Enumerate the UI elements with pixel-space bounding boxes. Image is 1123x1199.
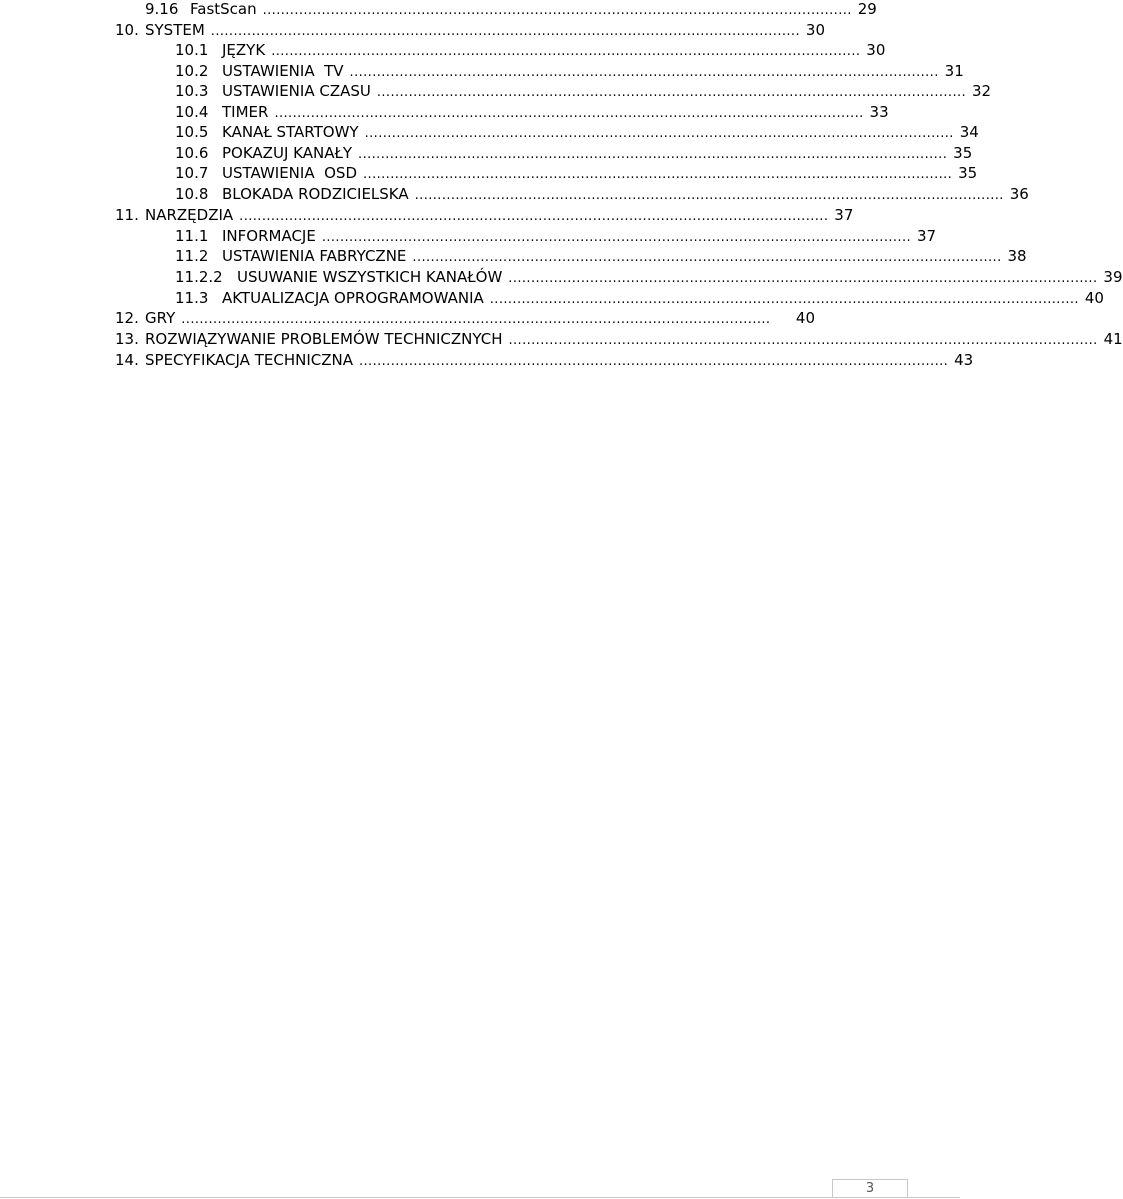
toc-entry-number: 10.1	[175, 41, 209, 59]
toc-entry-number: 10.7	[175, 164, 209, 182]
page-footer	[0, 1175, 960, 1199]
dot-leader: ..................................................................................................................................	[321, 230, 912, 245]
toc-entry-page: 40	[1084, 289, 1104, 307]
toc-entry-number: 11.1	[175, 227, 209, 245]
toc-entry-number: 11.	[115, 206, 139, 224]
toc-entry-number: 13.	[115, 330, 139, 348]
footer-rule	[0, 1197, 960, 1198]
toc-entry-11-2-2[interactable]	[175, 267, 1123, 287]
dot-leader: ..................................................................................................................................	[364, 126, 954, 141]
toc-entry-title: USTAWIENIA CZASU	[222, 82, 371, 100]
dot-leader: ..................................................................................................................................	[274, 106, 864, 121]
toc-entry-page: 41	[1103, 330, 1123, 348]
toc-entry-title: USTAWIENIA FABRYCZNE	[222, 247, 407, 265]
dot-leader: ..................................................................................................................................	[262, 3, 852, 18]
toc-entry-11[interactable]	[115, 205, 854, 225]
toc-entry-page: 40	[795, 309, 815, 327]
toc-entry-title: SPECYFIKACJA TECHNICZNA	[145, 351, 353, 369]
toc-entry-title: INFORMACJE	[222, 227, 316, 245]
dot-leader: ..................................................................................................................................	[210, 24, 800, 39]
toc-entry-10-3[interactable]	[175, 81, 992, 101]
toc-entry-number: 10.4	[175, 103, 209, 121]
dot-leader: ..................................................................................................................................	[358, 147, 948, 162]
toc-entry-number: 10.2	[175, 62, 209, 80]
dot-leader: ..................................................................................................................................	[239, 209, 829, 224]
toc-entry-page: 37	[834, 206, 854, 224]
toc-entry-14[interactable]	[115, 350, 974, 370]
toc-entry-title: SYSTEM	[145, 21, 205, 39]
dot-leader: ..................................................................................................................................	[358, 354, 949, 369]
toc-entry-page: 35	[953, 144, 973, 162]
toc-entry-page: 35	[958, 164, 978, 182]
toc-entry-title: ROZWIĄZYWANIE PROBLEMÓW TECHNICZNYCH	[145, 330, 503, 348]
toc-entry-page: 30	[866, 41, 886, 59]
toc-entry-12[interactable]	[115, 308, 815, 328]
toc-entry-number: 10.5	[175, 123, 209, 141]
toc-entry-page: 30	[805, 21, 825, 39]
dot-leader: ..................................................................................................................................	[181, 312, 771, 327]
dot-leader: ..................................................................................................................................	[363, 167, 953, 182]
toc-entry-page: 34	[959, 123, 979, 141]
toc-entry-title: POKAZUJ KANAŁY	[222, 144, 353, 162]
toc-entry-10-6[interactable]	[175, 143, 973, 163]
toc-entry-title: TIMER	[222, 103, 269, 121]
toc-entry-number: 11.3	[175, 289, 209, 307]
toc-entry-10[interactable]	[115, 20, 825, 40]
toc-entry-title: JĘZYK	[222, 41, 266, 59]
toc-entry-page: 36	[1009, 185, 1029, 203]
toc-entry-title: AKTUALIZACJA OPROGRAMOWANIA	[222, 289, 484, 307]
toc-entry-title: FastScan	[190, 0, 257, 18]
toc-entry-page: 37	[916, 227, 937, 245]
toc-entry-page: 43	[954, 351, 974, 369]
toc-entry-10-1[interactable]	[175, 40, 886, 60]
page-number-box-top	[832, 1179, 908, 1180]
dot-leader: ..................................................................................................................................	[412, 250, 1002, 265]
toc-entry-title: KANAŁ STARTOWY	[222, 123, 359, 141]
toc-entry-10-7[interactable]	[175, 163, 978, 183]
toc-entry-title: USUWANIE WSZYSTKICH KANAŁÓW	[237, 268, 503, 286]
toc-entry-page: 39	[1103, 268, 1123, 286]
page-number: 3	[865, 1181, 875, 1196]
dot-leader: ..................................................................................................................................	[349, 65, 939, 80]
toc-entry-11-3[interactable]	[175, 288, 1104, 308]
toc-entry-title: USTAWIENIA OSD	[222, 164, 357, 182]
toc-entry-title: GRY	[145, 309, 176, 327]
toc-entry-10-4[interactable]	[175, 102, 889, 122]
toc-entry-title: USTAWIENIA TV	[222, 62, 344, 80]
toc-entry-11-2[interactable]	[175, 246, 1027, 266]
toc-entry-10-8[interactable]	[175, 184, 1029, 204]
toc-entry-page: 29	[857, 0, 877, 18]
toc-entry-number: 10.6	[175, 144, 209, 162]
dot-leader: ..................................................................................................................................	[376, 85, 967, 100]
toc-entry-number: 10.3	[175, 82, 209, 100]
dot-leader: ..................................................................................................................................	[508, 271, 1098, 286]
toc-entry-9-16[interactable]	[145, 0, 877, 19]
toc-entry-11-1[interactable]	[175, 226, 937, 246]
toc-entry-10-5[interactable]	[175, 122, 979, 142]
toc-entry-number: 10.8	[175, 185, 209, 203]
dot-leader: ..................................................................................................................................	[508, 333, 1098, 348]
toc-entry-title: NARZĘDZIA	[145, 206, 234, 224]
toc-entry-page: 33	[869, 103, 889, 121]
toc-entry-number: 11.2	[175, 247, 209, 265]
toc-entry-13[interactable]	[115, 329, 1123, 349]
toc-entry-number: 11.2.2	[175, 268, 223, 286]
toc-entry-title: BLOKADA RODZICIELSKA	[222, 185, 409, 203]
toc-entry-number: 14.	[115, 351, 139, 369]
toc-entry-page: 32	[971, 82, 992, 100]
dot-leader: ..................................................................................................................................	[414, 188, 1004, 203]
toc-entry-page: 31	[944, 62, 964, 80]
toc-entry-number: 12.	[115, 309, 139, 327]
toc-entry-number: 10.	[115, 21, 139, 39]
dot-leader: ..................................................................................................................................	[489, 292, 1079, 307]
dot-leader: ..................................................................................................................................	[271, 44, 861, 59]
toc-entry-number: 9.16	[145, 0, 179, 18]
toc-entry-page: 38	[1007, 247, 1027, 265]
toc-entry-10-2[interactable]	[175, 61, 964, 81]
